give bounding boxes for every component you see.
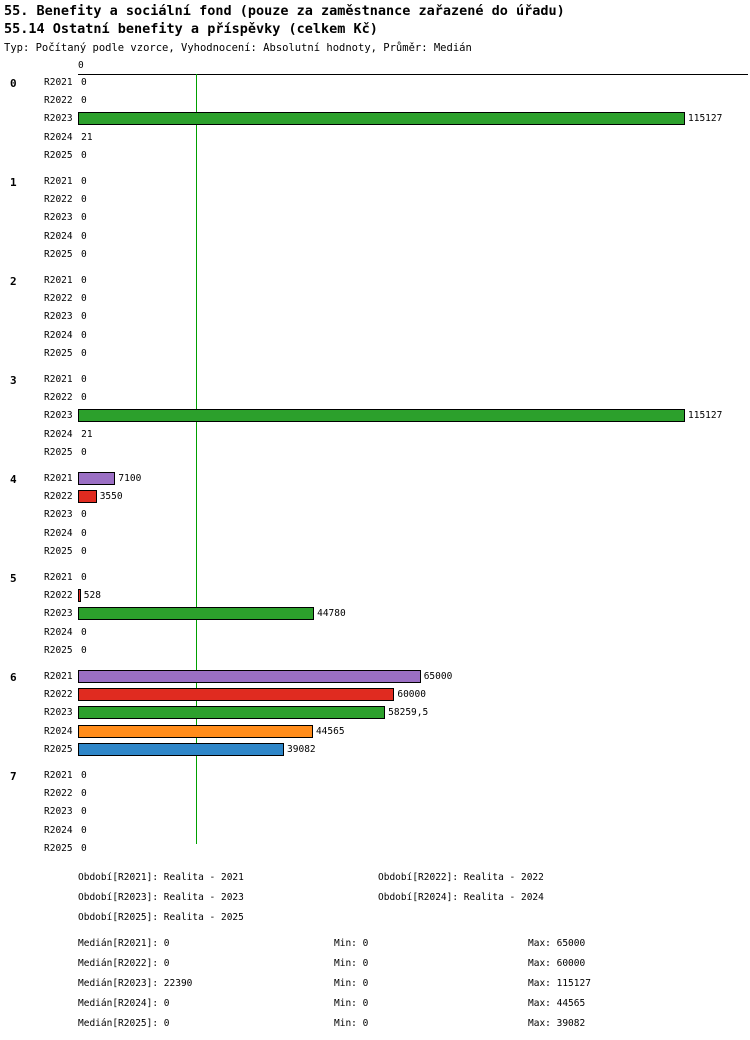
chart-row [0, 642, 750, 660]
max-r2023: Max: 115127 [528, 978, 591, 989]
series-label: R2021 [44, 275, 73, 286]
bar-value-label: 0 [81, 194, 87, 206]
series-label: R2024 [44, 230, 73, 242]
bar-value-label: 3550 [99, 491, 123, 503]
chart-group [0, 569, 750, 660]
chart-row [0, 308, 750, 326]
bar-value-label: 65000 [423, 671, 453, 682]
chart-legend-footer [0, 872, 750, 1038]
median-r2022: Medián[R2022]: 0 [78, 958, 170, 969]
bar-value-label: 0 [81, 293, 87, 305]
stats-row [0, 938, 750, 958]
chart-area [0, 60, 750, 854]
bar [78, 409, 685, 422]
bar [78, 688, 394, 701]
chart-row [0, 822, 750, 840]
series-label: R2023 [44, 806, 73, 818]
bar-value-label: 44565 [315, 725, 345, 737]
legend-period-r2023: Období[R2023]: Realita - 2023 [78, 892, 244, 903]
series-label: R2022 [44, 689, 73, 701]
chart-row [0, 92, 750, 110]
bar-value-label: 0 [81, 842, 87, 854]
series-label: R2021 [44, 770, 73, 781]
group-label: 0 [10, 77, 17, 90]
chart-row [0, 723, 750, 741]
bar-value-label: 0 [81, 311, 87, 323]
series-label: R2023 [44, 608, 73, 620]
chart-row [0, 668, 750, 686]
chart-row [0, 506, 750, 524]
chart-header [0, 0, 750, 56]
chart-row [0, 767, 750, 785]
bar [78, 607, 314, 620]
bar [78, 670, 421, 683]
bar-value-label: 0 [81, 77, 87, 88]
series-label: R2022 [44, 788, 73, 800]
legend-row [0, 912, 750, 932]
bar-value-label: 0 [81, 212, 87, 224]
bar-value-label: 0 [81, 626, 87, 638]
bar-value-label: 0 [81, 788, 87, 800]
group-label: 4 [10, 473, 17, 486]
bar-value-label: 0 [81, 644, 87, 656]
chart-group [0, 272, 750, 363]
stats-row [0, 958, 750, 978]
plot-region [0, 74, 750, 854]
chart-row [0, 209, 750, 227]
bar-value-label: 0 [81, 230, 87, 242]
bar-value-label: 7100 [118, 473, 142, 484]
bar-value-label: 44780 [317, 608, 346, 620]
stats-row [0, 998, 750, 1018]
series-label: R2023 [44, 311, 73, 323]
min-r2021: Min: 0 [334, 938, 369, 949]
group-label: 5 [10, 572, 17, 585]
bar-value-label: 115127 [688, 410, 723, 422]
chart-row [0, 488, 750, 506]
chart-row [0, 389, 750, 407]
min-r2024: Min: 0 [334, 998, 369, 1009]
bar-value-label: 39082 [287, 743, 316, 755]
series-label: R2021 [44, 572, 73, 583]
chart-row [0, 624, 750, 642]
group-label: 3 [10, 374, 17, 387]
series-label: R2024 [44, 329, 73, 341]
series-label: R2025 [44, 644, 73, 656]
bar-value-label: 0 [81, 392, 87, 404]
series-label: R2023 [44, 113, 73, 125]
bar-value-label: 0 [81, 509, 87, 521]
stats-row [0, 1018, 750, 1038]
series-label: R2025 [44, 248, 73, 260]
bar [78, 490, 97, 503]
bar-value-label: 0 [81, 770, 87, 781]
bar-value-label: 0 [81, 176, 87, 187]
chart-row [0, 173, 750, 191]
chart-row [0, 290, 750, 308]
chart-row [0, 246, 750, 264]
page-subtitle-indicator: 55.14 Ostatní benefity a příspěvky (celkem Kč) [4, 21, 378, 37]
chart-group [0, 668, 750, 759]
bar [78, 743, 284, 756]
chart-type-description: Typ: Počítaný podle vzorce, Vyhodnocení: Absolutní hodnoty, Průměr: Medián [4, 42, 472, 54]
chart-row [0, 147, 750, 165]
chart-row [0, 525, 750, 543]
series-label: R2023 [44, 212, 73, 224]
bar-value-label: 528 [83, 590, 101, 602]
bar [78, 706, 385, 719]
series-label: R2022 [44, 491, 73, 503]
bar-value-label: 0 [81, 572, 87, 583]
chart-row [0, 470, 750, 488]
chart-row [0, 129, 750, 147]
min-r2022: Min: 0 [334, 958, 369, 969]
bar-value-label: 0 [81, 374, 87, 385]
series-label: R2022 [44, 194, 73, 206]
page-title: 55. Benefity a sociální fond (pouze za zaměstnance zařazené do úřadu) [4, 3, 565, 19]
group-label: 1 [10, 176, 17, 189]
bar-value-label: 0 [81, 806, 87, 818]
series-label: R2022 [44, 590, 73, 602]
bar-value-label: 0 [81, 824, 87, 836]
group-label: 2 [10, 275, 17, 288]
chart-group [0, 173, 750, 264]
bar-value-label: 0 [81, 347, 87, 359]
bar-value-label: 0 [81, 527, 87, 539]
chart-row [0, 543, 750, 561]
series-label: R2024 [44, 428, 73, 440]
bar [78, 725, 313, 738]
chart-row [0, 74, 750, 92]
series-label: R2022 [44, 95, 73, 107]
bar-value-label: 60000 [397, 689, 426, 701]
series-label: R2021 [44, 77, 73, 88]
median-r2021: Medián[R2021]: 0 [78, 938, 170, 949]
bar-value-label: 21 [81, 131, 93, 143]
chart-row [0, 840, 750, 858]
chart-row [0, 444, 750, 462]
chart-row [0, 587, 750, 605]
bar-value-label: 21 [81, 428, 93, 440]
series-label: R2025 [44, 446, 73, 458]
series-label: R2024 [44, 725, 73, 737]
group-label: 7 [10, 770, 17, 783]
series-label: R2023 [44, 410, 73, 422]
legend-row [0, 872, 750, 892]
legend-period-r2021: Období[R2021]: Realita - 2021 [78, 872, 244, 883]
chart-row [0, 191, 750, 209]
chart-row [0, 228, 750, 246]
chart-row [0, 371, 750, 389]
series-label: R2021 [44, 473, 73, 484]
bar-value-label: 0 [81, 275, 87, 286]
chart-row [0, 110, 750, 128]
series-label: R2024 [44, 527, 73, 539]
max-r2025: Max: 39082 [528, 1018, 586, 1029]
median-r2023: Medián[R2023]: 22390 [78, 978, 193, 989]
chart-row [0, 741, 750, 759]
chart-group [0, 470, 750, 561]
bar [78, 112, 685, 125]
bar-value-label: 115127 [688, 113, 723, 125]
series-label: R2023 [44, 707, 73, 719]
series-label: R2025 [44, 149, 73, 161]
series-label: R2025 [44, 743, 73, 755]
legend-row [0, 892, 750, 912]
min-r2025: Min: 0 [334, 1018, 369, 1029]
group-label: 6 [10, 671, 17, 684]
series-label: R2025 [44, 347, 73, 359]
legend-period-r2022: Období[R2022]: Realita - 2022 [378, 872, 544, 883]
chart-row [0, 605, 750, 623]
bar [78, 589, 81, 602]
chart-group [0, 74, 750, 165]
chart-group [0, 371, 750, 462]
chart-row [0, 272, 750, 290]
series-label: R2025 [44, 545, 73, 557]
legend-period-r2025: Období[R2025]: Realita - 2025 [78, 912, 244, 923]
min-r2023: Min: 0 [334, 978, 369, 989]
max-r2024: Max: 44565 [528, 998, 586, 1009]
bar-value-label: 58259,5 [388, 707, 429, 719]
chart-row [0, 327, 750, 345]
legend-period-r2024: Období[R2024]: Realita - 2024 [378, 892, 544, 903]
x-axis-tick-0: 0 [78, 60, 84, 71]
median-r2025: Medián[R2025]: 0 [78, 1018, 170, 1029]
bar-value-label: 0 [81, 149, 87, 161]
chart-row [0, 426, 750, 444]
chart-row [0, 785, 750, 803]
series-label: R2024 [44, 824, 73, 836]
bar-value-label: 0 [81, 446, 87, 458]
series-label: R2024 [44, 626, 73, 638]
series-label: R2021 [44, 176, 73, 187]
max-r2022: Max: 60000 [528, 958, 586, 969]
chart-row [0, 569, 750, 587]
series-label: R2024 [44, 131, 73, 143]
series-label: R2021 [44, 671, 73, 682]
series-label: R2021 [44, 374, 73, 385]
median-r2024: Medián[R2024]: 0 [78, 998, 170, 1009]
series-label: R2025 [44, 842, 73, 854]
stats-row [0, 978, 750, 998]
chart-row [0, 407, 750, 425]
chart-row [0, 704, 750, 722]
chart-row [0, 686, 750, 704]
chart-row [0, 345, 750, 363]
series-label: R2022 [44, 293, 73, 305]
bar-value-label: 0 [81, 329, 87, 341]
chart-row [0, 803, 750, 821]
series-label: R2022 [44, 392, 73, 404]
bar-value-label: 0 [81, 248, 87, 260]
bar [78, 472, 115, 485]
bar-value-label: 0 [81, 545, 87, 557]
bar-value-label: 0 [81, 95, 87, 107]
series-label: R2023 [44, 509, 73, 521]
chart-group [0, 767, 750, 858]
max-r2021: Max: 65000 [528, 938, 586, 949]
